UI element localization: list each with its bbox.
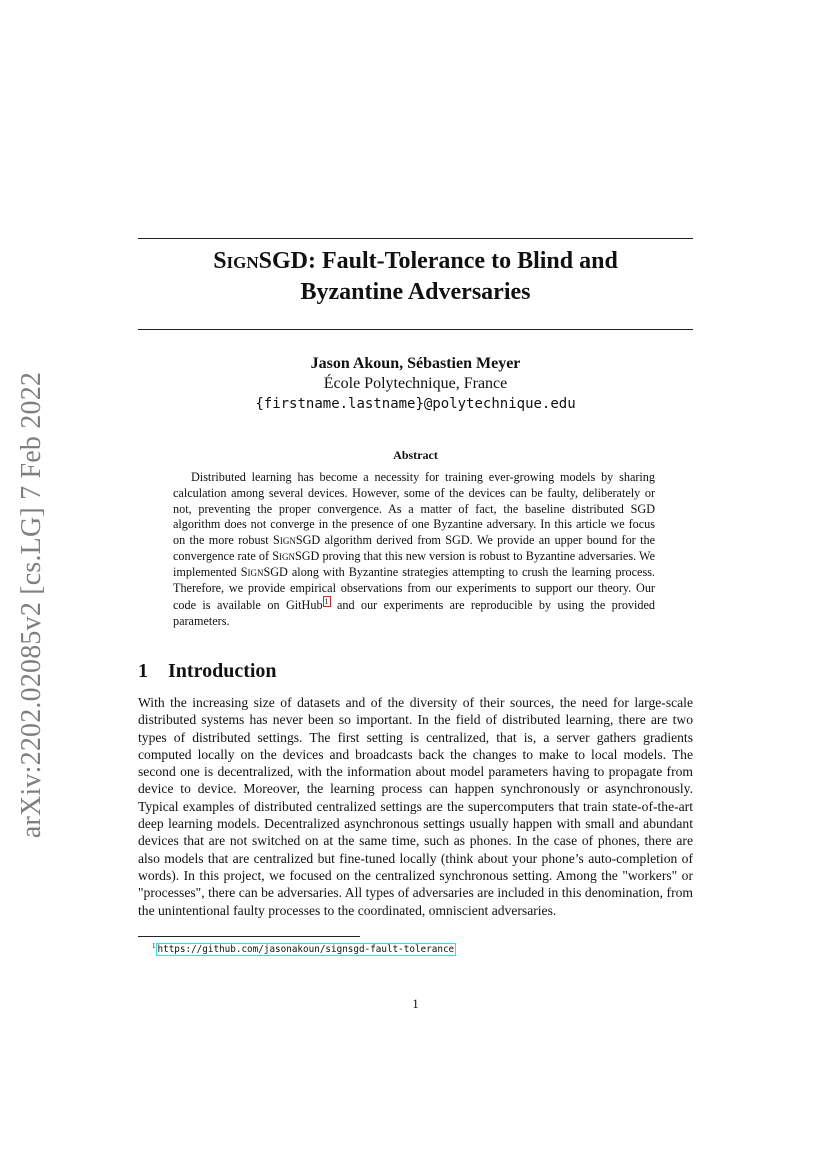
author-names: Jason Akoun, Sébastien Meyer bbox=[310, 355, 521, 372]
abstract-signsgd-2: SignSGD bbox=[272, 548, 320, 563]
abstract-text bbox=[173, 470, 655, 630]
title-line1-rest: : Fault-Tolerance to Blind and bbox=[308, 248, 618, 274]
section-number: 1 bbox=[138, 660, 148, 682]
abstract-part-2: algorithm derived from SGD. We provide an upper bound for the convergence rate of bbox=[173, 533, 655, 563]
section-title: Introduction bbox=[168, 660, 277, 682]
paper-title bbox=[138, 246, 693, 308]
footnote-url-link[interactable]: https://github.com/jasonakoun/signsgd-fault-tolerance bbox=[157, 944, 455, 956]
footnote-ref-link[interactable]: 1 bbox=[324, 597, 329, 607]
abstract-heading: Abstract bbox=[393, 448, 438, 462]
title-line2: Byzantine Adversaries bbox=[300, 279, 531, 305]
abstract-part-4: along with Byzantine strategies attempting to crush the learning process. Therefore, we provide empirical observations from our experiments to support our theory. Our code is available on GitHub bbox=[173, 564, 655, 613]
footnote-mark: 1 bbox=[152, 942, 156, 950]
arxiv-stamp-text: arXiv:2202.02085v2 [cs.LG] 7 Feb 2022 bbox=[16, 371, 48, 839]
author-email: {firstname.lastname}@polytechnique.edu bbox=[255, 396, 576, 412]
abstract-part-1: Distributed learning has become a necessity for training ever-growing models by sharing calculation among several devices. However, some of the devices can be faulty, deliberately or not, preventing the proper convergence. As a matter of fact, the baseline distributed SGD algorithm does not converge in the presence of one Byzantine adversary. In this article we focus on the more robust bbox=[173, 470, 655, 548]
section-heading-introduction bbox=[138, 660, 277, 683]
arxiv-stamp bbox=[2, 360, 62, 850]
title-signsgd: SignSGD bbox=[213, 248, 308, 274]
abstract-signsgd-3: SignSGD bbox=[240, 564, 288, 579]
author-affiliation: École Polytechnique, France bbox=[323, 375, 508, 392]
footnote bbox=[152, 940, 456, 956]
footnote-rule bbox=[138, 936, 360, 937]
title-rule-bottom bbox=[138, 329, 693, 330]
abstract-part-5: and our experiments are reproducible by using the provided parameters. bbox=[173, 598, 655, 629]
title-rule-top bbox=[138, 238, 693, 239]
abstract-part-3: proving that this new version is robust to Byzantine adversaries. We implemented bbox=[173, 548, 655, 579]
author-block bbox=[138, 354, 693, 414]
abstract-signsgd-1: SignSGD bbox=[273, 533, 321, 548]
page-number: 1 bbox=[412, 996, 419, 1011]
introduction-text: With the increasing size of datasets and of the diversity of their sources, the need for large-scale distributed systems has never been so important. In the field of distributed learning, there are two types of distributed settings. The first setting is centralized, that is, a server gathers gradients computed locally on the devices and broadcasts back the changes to make to local models. The second one is decentralized, with the information about model parameters having to propagate from device to device. Moreover, the learning process can happen synchronously or asynchronously. Typical examples of distributed centralized settings are the supercomputers that train state-of-the-art deep learning models. Decentralized asynchronous settings usually happen with small and abundant devices that are not switched on at the same time, such as phones. In the case of phones, there are also models that are centralized but fine-tuned locally (think about your phone’s auto-completion of words). In this project, we focused on the centralized synchronous setting. Among the "workers" or "processes", there can be adversaries. All types of adversaries are included in this denomination, from the unintentional faulty processes to the coordinated, omniscient adversaries. bbox=[138, 695, 693, 918]
